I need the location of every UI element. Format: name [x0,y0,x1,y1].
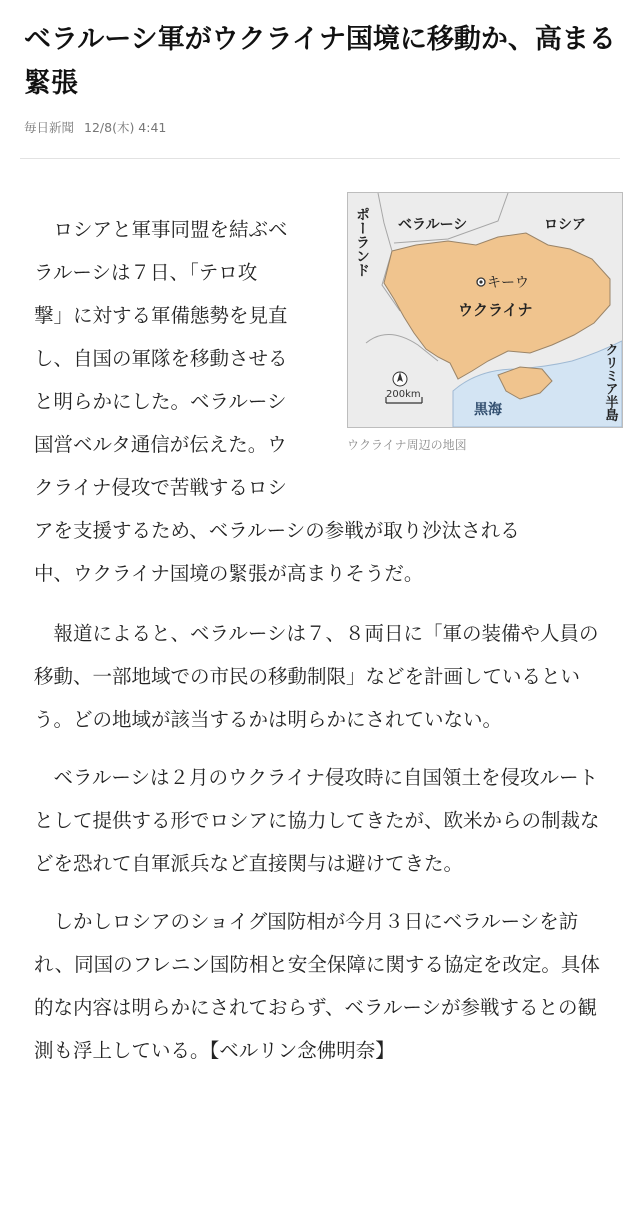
label-ukraine: ウクライナ [458,301,533,319]
label-kyiv: キーウ [487,275,529,291]
paragraph-1-line-1: ロシアと軍事同盟を結ぶベ [53,218,288,241]
label-crimea: クリミア半島 [602,343,618,421]
article-body [34,208,604,1087]
paragraph-1-line-5: と明らかにした。ベラルーシ [34,390,287,413]
article-headline: ベラルーシ軍がウクライナ国境に移動か、高まる緊張 [24,24,616,99]
paragraph-1-line-8: アを支援するため、ベラルーシの参戦が取り沙汰される [34,519,520,542]
article-meta [24,118,172,136]
paragraph-1-line-3: 撃」に対する軍備態勢を見直 [34,304,288,327]
label-poland: ポーランド [354,207,370,277]
paragraph-2: 報道によると、ベラルーシは７、８両日に「軍の装備や人員の移動、一部地域での市民の移動制限」などを計画しているという。どの地域が該当するかは明らかにされていない。 [34,622,599,731]
paragraph-1-line-6: 国営ベルタ通信が伝えた。ウ [34,433,287,456]
label-black-sea: 黒海 [474,402,502,418]
scale-label: 200km [386,389,421,400]
paragraph-1-line-2: ラルーシは７日、「テロ攻 [34,261,258,284]
label-russia: ロシア [544,217,586,233]
paragraph-4: しかしロシアのショイグ国防相が今月３日にベラルーシを訪れ、同国のフレニン国防相と安全保障に関する協定を改定。具体的な内容は明らかにされておらず、ベラルーシが参戦するとの観測も浮上している。【ベルリン念佛明奈】 [34,910,600,1062]
paragraph-1-line-4: し、自国の軍隊を移動させる [34,347,288,370]
paragraph-1 [34,208,604,595]
paragraph-1-line-9: 中、ウクライナ国境の緊張が高まりそうだ。 [34,562,424,585]
label-belarus: ベラルーシ [398,217,468,233]
header-divider [20,158,620,159]
paragraph-1-line-7: クライナ侵攻で苦戦するロシ [34,476,287,499]
source-name[interactable]: 毎日新聞 [24,120,75,135]
paragraph-3: ベラルーシは２月のウクライナ侵攻時に自国領土を侵攻ルートとして提供する形でロシアに協力してきたが、欧米からの制裁などを恐れて自軍派兵など直接関与は避けてきた。 [34,766,600,875]
map-caption: ウクライナ周辺の地図 [347,438,467,452]
publish-datetime: 12/8(木) 4:41 [84,120,167,135]
